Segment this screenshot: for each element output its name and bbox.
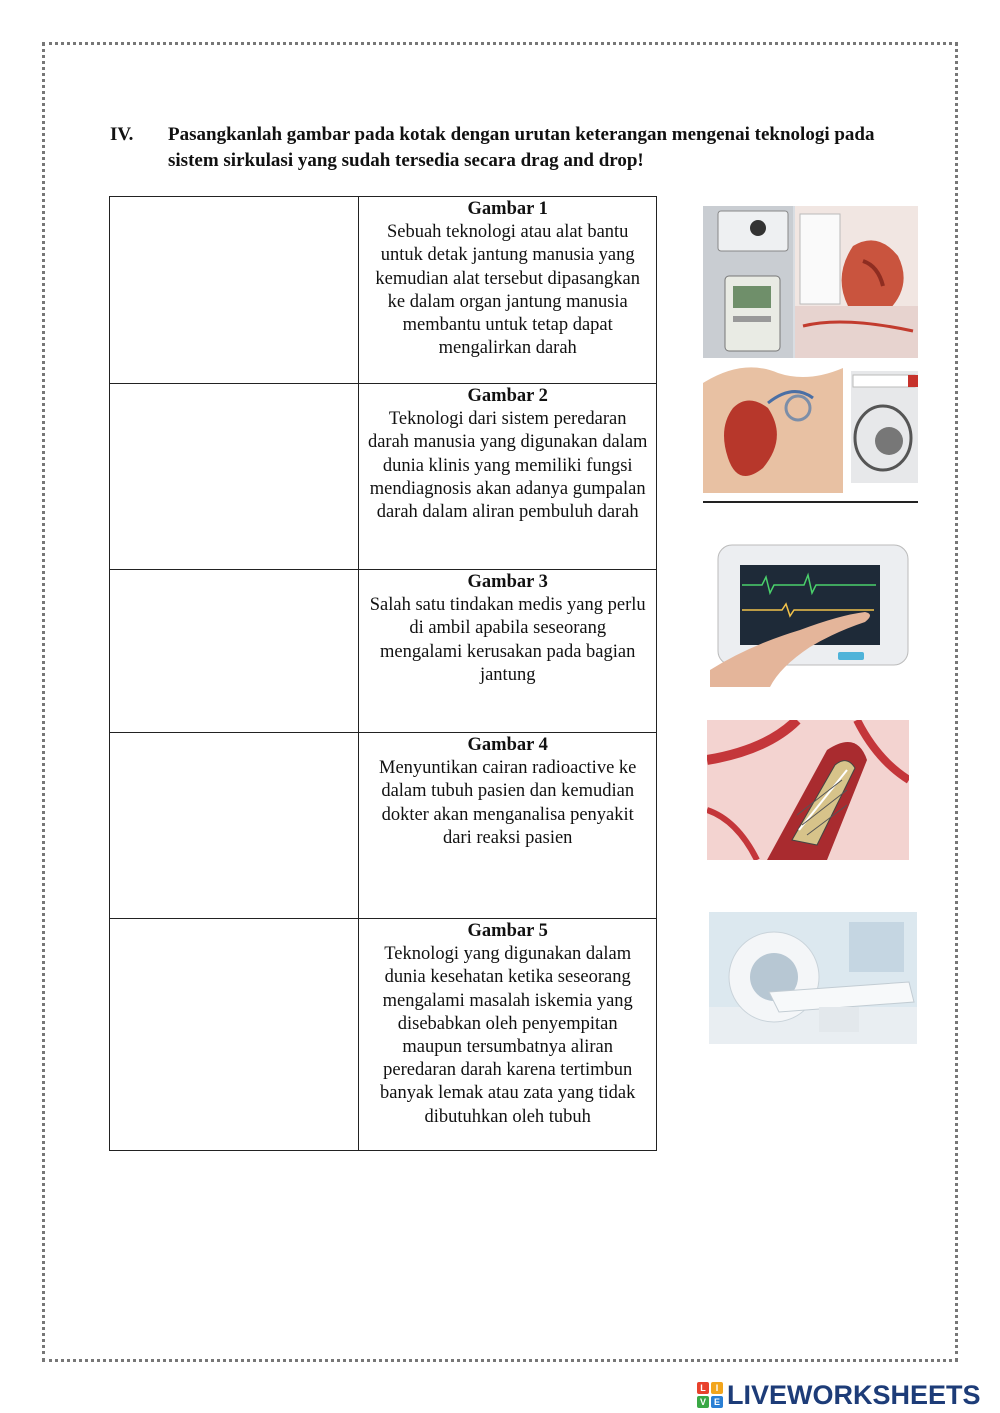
logo-cube-letter: I — [711, 1382, 723, 1394]
description-cell-3 — [359, 570, 657, 733]
pacemaker-diagram-image[interactable] — [703, 363, 918, 503]
logo-text: LIVEWORKSHEETS — [727, 1379, 981, 1410]
instruction-text: Pasangkanlah gambar pada kotak dengan urutan keterangan mengenai teknologi pada sistem sirkulasi yang sudah tersedia secara drag and drop! — [168, 124, 875, 171]
artery-stent-image[interactable] — [707, 720, 909, 860]
description-cell-5 — [359, 919, 657, 1151]
gambar-description: Teknologi dari sistem peredaran darah manusia yang digunakan dalam dunia klinis yang memiliki fungsi mendiagnosis akan adanya gumpalan darah dalam aliran pembuluh darah — [367, 409, 648, 523]
table-row — [110, 197, 657, 384]
table-row — [110, 570, 657, 733]
table-row — [110, 733, 657, 919]
logo-cube-letter: V — [697, 1396, 709, 1408]
logo-cube-icon — [697, 1382, 723, 1408]
gambar-title: Gambar 5 — [467, 921, 548, 941]
gambar-title: Gambar 3 — [467, 572, 548, 592]
description-cell-4 — [359, 733, 657, 919]
drop-zone-2[interactable] — [110, 384, 359, 570]
instruction-number: IV. — [110, 124, 134, 145]
gambar-title: Gambar 1 — [467, 199, 548, 219]
description-cell-1 — [359, 197, 657, 384]
gambar-description: Sebuah teknologi atau alat bantu untuk detak jantung manusia yang kemudian alat tersebut dipasangkan ke dalam organ jantung manusia membantu untuk tetap dapat mengalirkan darah — [375, 222, 640, 359]
table-row — [110, 919, 657, 1151]
heart-transport-machine-image[interactable] — [703, 206, 918, 358]
logo-cube-letter: L — [697, 1382, 709, 1394]
gambar-title: Gambar 4 — [467, 735, 548, 755]
table-row — [110, 384, 657, 570]
drop-zone-5[interactable] — [110, 919, 359, 1151]
logo-cube-letter: E — [711, 1396, 723, 1408]
drop-zone-3[interactable] — [110, 570, 359, 733]
ct-scanner-image[interactable] — [709, 912, 917, 1044]
drop-zone-4[interactable] — [110, 733, 359, 919]
gambar-description: Teknologi yang digunakan dalam dunia kesehatan ketika seseorang mengalami masalah iskemia yang disebabkan oleh penyempitan maupun tersumbatnya aliran peredaran darah karena tertimbun banyak lemak atau zata yang tidak dibutuhkan oleh tubuh — [380, 944, 636, 1127]
matching-table — [109, 196, 657, 1151]
drop-zone-1[interactable] — [110, 197, 359, 384]
gambar-title: Gambar 2 — [467, 386, 548, 406]
gambar-description: Salah satu tindakan medis yang perlu di ambil apabila seseorang mengalami kerusakan pada bagian jantung — [369, 595, 646, 685]
gambar-description: Menyuntikan cairan radioactive ke dalam tubuh pasien dan kemudian dokter akan menganalisa penyakit dari reaksi pasien — [379, 758, 637, 848]
ecg-touch-monitor-image[interactable] — [710, 540, 910, 692]
description-cell-2 — [359, 384, 657, 570]
liveworksheets-logo — [697, 1378, 981, 1412]
